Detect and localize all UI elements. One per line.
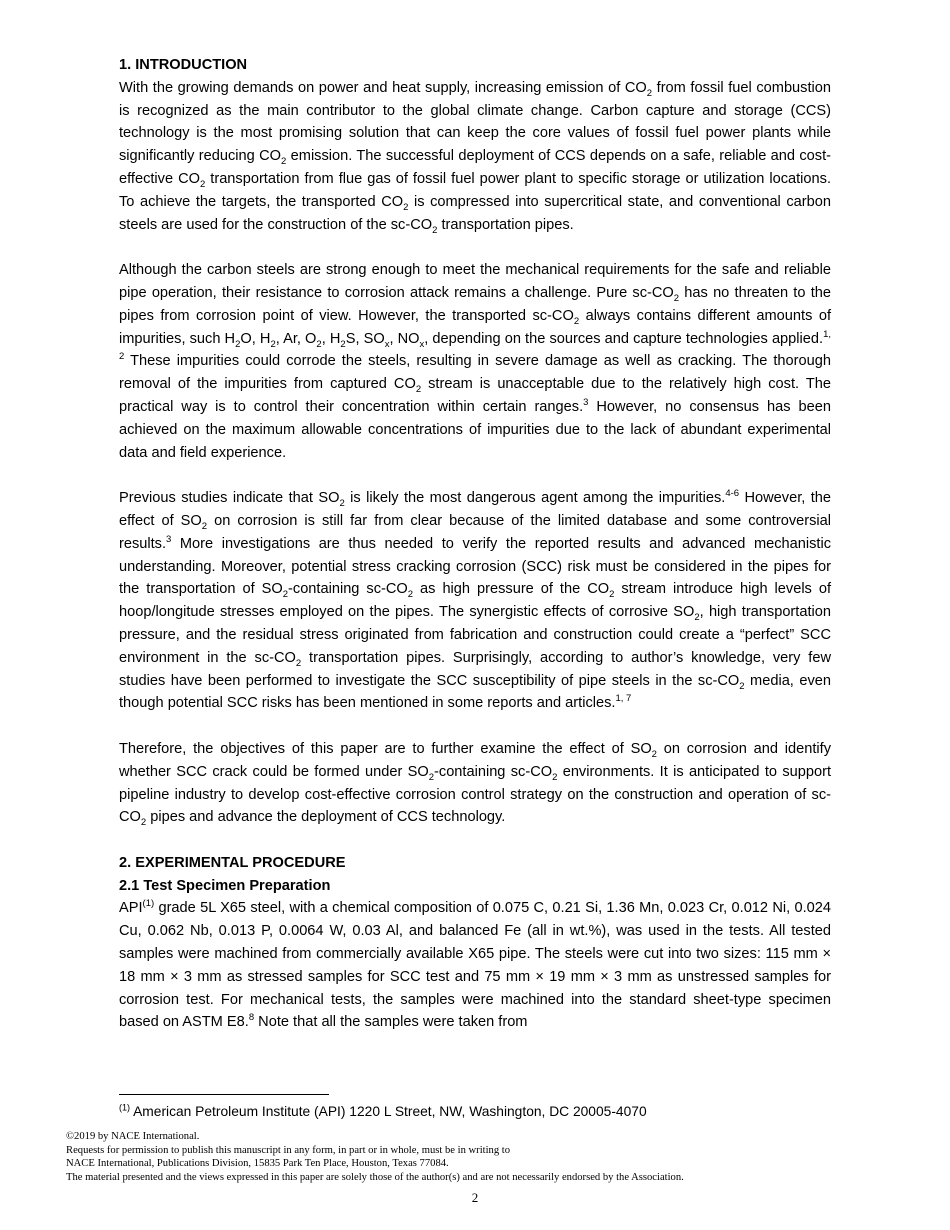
footnote-mark: (1) xyxy=(119,1102,130,1113)
paragraph-intro-3: Previous studies indicate that $SO_2$ is likely the most dangerous agent among the impurities.$^{4-6}$ However, the effect of $SO_2$ on corrosion is still far from clear because of the limited database and some controversial results.$^3$ More investigations are thus needed to verify the reported results and advanced mechanistic understanding. Moreover, potential stress cracking corrosion (SCC) risk must be considered in the pipes for the transportation of $SO_2$-containing $sc-CO_2$ as high pressure of the $CO_2$ stream introduce high levels of hoop/longitude stresses employed on the pipes. The synergistic effects of corrosive $SO_2$, high transportation pressure, and the residual stress originated from fabrication and construction could create a “perfect” SCC environment in the $sc-CO_2$ transportation pipes. Surprisingly, according to author’s knowledge, very few studies have been performed to investigate the SCC susceptibility of pipe steels in the $sc-CO_2$ media, even though potential SCC risks has been mentioned in some reports and articles.$^{1, 7}$ xyxy=(119,488,832,712)
main-text-column xyxy=(119,54,831,1034)
paragraph-specimen: API$^{(1)}$ grade 5L X65 steel, with a chemical composition of 0.075 C, 0.21 Si, 1.36 Mn, 0.023 Cr, 0.012 Ni, 0.024 Cu, 0.062 Nb, 0.013 P, 0.0064 W, 0.03 Al, and balanced Fe (all in wt.%), was used in the tests. All tested samples were machined from commercially available X65 pipe. The steels were cut into two sizes: 115 mm × 18 mm × 3 mm as stressed samples for SCC test and 75 mm × 19 mm × 3 mm as unstressed samples for corrosion test. For mechanical tests, the samples were machined into the standard sheet-type specimen based on ASTM E8.$^8$ Note that all the samples were taken from xyxy=(119,898,831,1031)
page-number: 2 xyxy=(471,1190,479,1205)
footnote-text: American Petroleum Institute (API) 1220 L Street, NW, Washington, DC 20005-4070 xyxy=(130,1104,647,1119)
copyright-line-2: Requests for permission to publish this manuscript in any form, in part or in whole, must be in writing to xyxy=(66,1144,511,1156)
subsection-heading-specimen: 2.1 Test Specimen Preparation xyxy=(119,877,331,894)
footnote-divider xyxy=(119,1094,329,1095)
copyright-line-4: The material presented and the views expressed in this paper are solely those of the author(s) and are not necessarily endorsed by the Association. xyxy=(66,1171,684,1183)
copyright-notice xyxy=(66,1130,886,1184)
section-heading-introduction: 1. INTRODUCTION xyxy=(119,57,248,73)
paragraph-intro-2: Although the carbon steels are strong enough to meet the mechanical requirements for the safe and reliable pipe operation, their resistance to corrosion attack remains a challenge. Pure $sc-CO_2$ has no threaten to the pipes from corrosion point of view. However, the transported $sc-CO_2$ always contains different amounts of impurities, such $H_2O$, $H_2$, Ar, $O_2$, $H_2S$, $SO_x$, $NO_x$, depending on the sources and capture technologies applied.$^{1, 2}$ These impurities could corrode the steels, resulting in severe damage as well as cracking. The thorough removal of the impurities from captured $CO_2$ stream is unacceptable due to the relatively high cost. The practical way is to control their concentration within certain ranges.$^3$ However, no consensus has been achieved on the maximum allowable concentrations of impurities due to the lack of abundant experimental data and field experience. xyxy=(119,262,832,461)
paragraph-intro-1: With the growing demands on power and heat supply, increasing emission of $CO_2$ from fossil fuel combustion is recognized as the main contributor to the global climate change. Carbon capture and storage (CCS) technology is the most promising solution that can keep the core values of fossil fuel power plants while significantly reducing $CO_2$ emission. The successful deployment of CCS depends on a safe, reliable and cost-effective $CO_2$ transportation from flue gas of fossil fuel power plant to specific storage or utilization locations. To achieve the targets, the transported $CO_2$ is compressed into supercritical state, and conventional carbon steels are used for the construction of the $sc-CO_2$ transportation pipes. xyxy=(119,79,831,236)
paragraph-intro-4: Therefore, the objectives of this paper are to further examine the effect of $SO_2$ on corrosion and identify whether SCC crack could be formed under $SO_2$-containing $sc-CO_2$ environments. It is anticipated to support pipeline industry to develop cost-effective corrosion control strategy on the construction and operation of $sc-CO_2$ pipes and advance the deployment of CCS technology. xyxy=(119,740,832,829)
section-heading-experimental: 2. EXPERIMENTAL PROCEDURE xyxy=(119,854,346,871)
copyright-line-3: NACE International, Publications Division, 15835 Park Ten Place, Houston, Texas 77084. xyxy=(66,1158,449,1170)
copyright-line-1: ©2019 by NACE International. xyxy=(66,1131,200,1142)
footnote xyxy=(119,1103,831,1121)
